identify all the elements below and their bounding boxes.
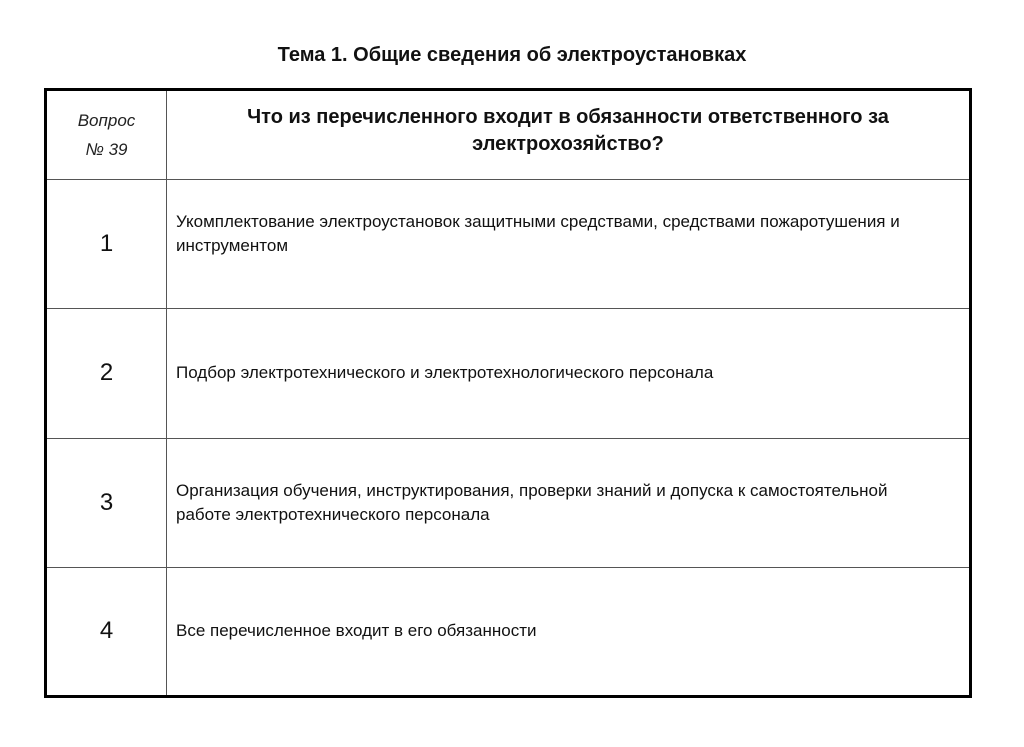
answer-text-cell xyxy=(167,567,971,696)
answer-text: Укомплектование электроустановок защитными средствами, средствами пожаротушения и инструментом xyxy=(176,212,900,256)
question-text: Что из перечисленного входит в обязанности ответственного за электрохозяйство? xyxy=(247,106,889,156)
question-number: № 39 xyxy=(85,140,128,160)
page-title: Тема 1. Общие сведения об электроустановках xyxy=(277,44,747,66)
answer-number-cell xyxy=(46,567,167,696)
answer-text-cell xyxy=(167,180,971,309)
answer-number-cell xyxy=(46,180,167,309)
answer-number-cell xyxy=(46,438,167,567)
answer-text-cell xyxy=(167,438,971,567)
answer-text: Организация обучения, инструктирования, проверки знаний и допуска к самостоятельной работе электротехнического персонала xyxy=(176,480,888,524)
question-text-cell xyxy=(167,90,971,180)
answer-text: Подбор электротехнического и электротехнологического персонала xyxy=(176,363,714,383)
answer-number: 2 xyxy=(99,359,114,387)
question-header-row xyxy=(46,90,971,180)
question-label-word: Вопрос xyxy=(77,111,136,131)
answer-row[interactable] xyxy=(46,180,971,309)
answer-text: Все перечисленное входит в его обязанности xyxy=(176,621,537,641)
question-label xyxy=(47,106,166,164)
answer-number: 4 xyxy=(99,617,114,645)
answer-number: 3 xyxy=(99,488,114,516)
question-label-cell xyxy=(46,90,167,180)
answer-row[interactable] xyxy=(46,309,971,438)
answer-number: 1 xyxy=(99,230,114,258)
answer-number-cell xyxy=(46,309,167,438)
answer-row[interactable] xyxy=(46,567,971,696)
answer-row[interactable] xyxy=(46,438,971,567)
question-table xyxy=(44,88,972,698)
answer-text-cell xyxy=(167,309,971,438)
